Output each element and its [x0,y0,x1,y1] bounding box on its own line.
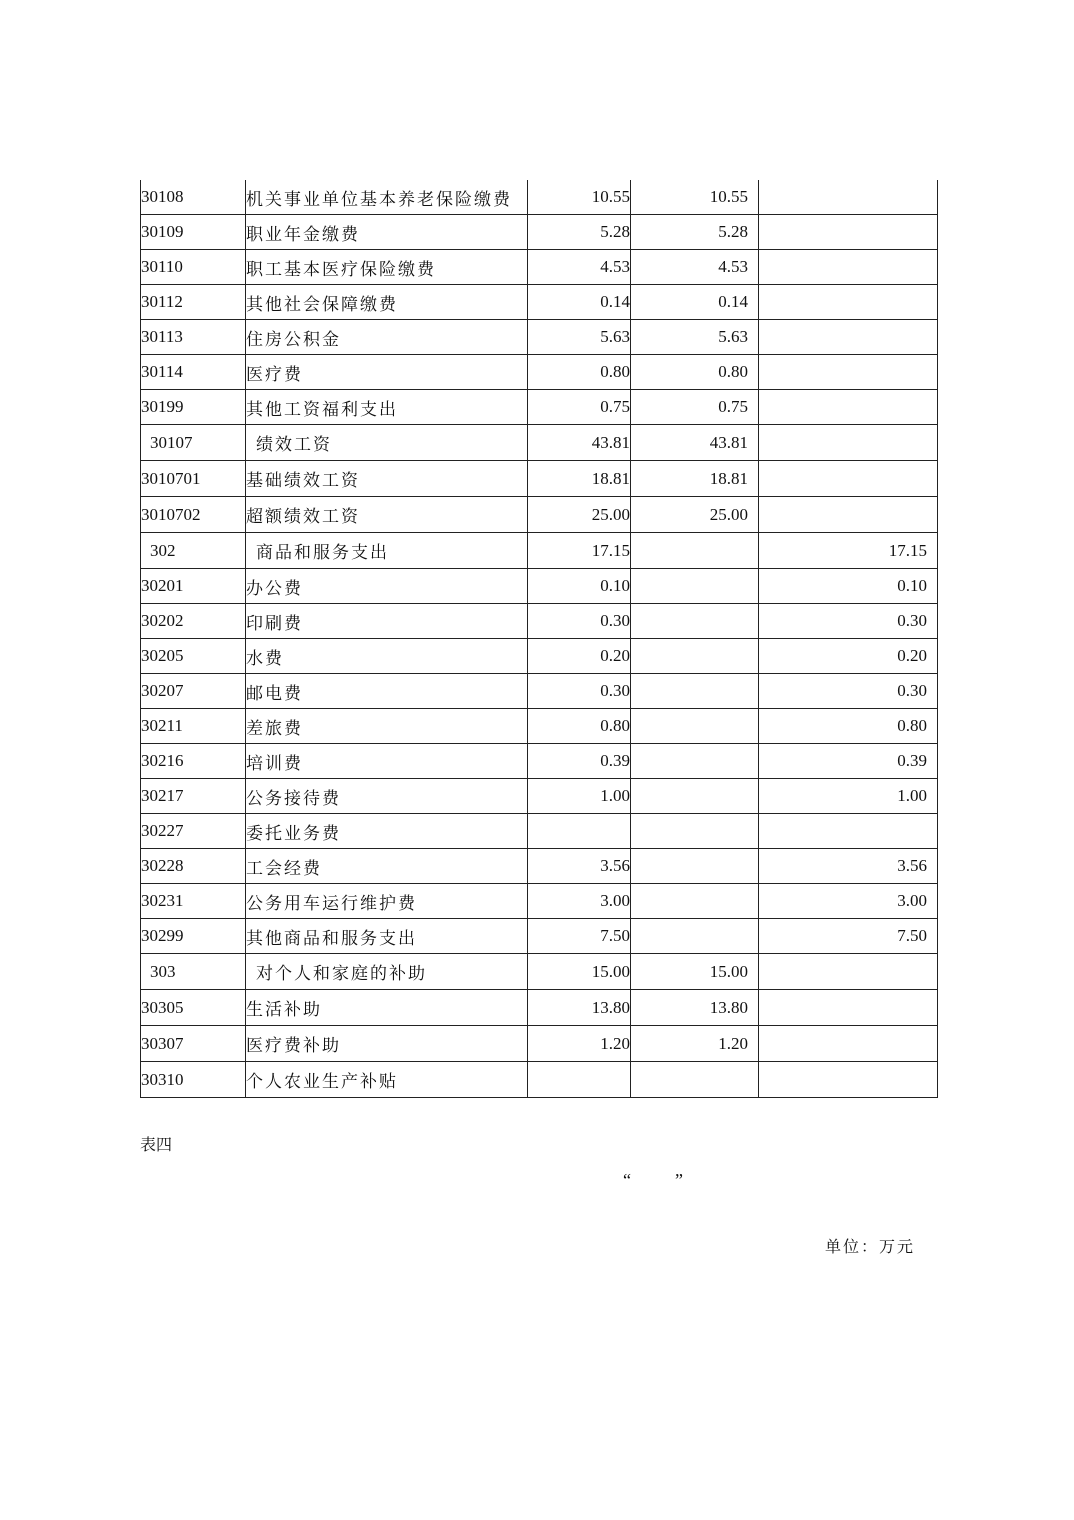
row-project-expenditure-cell [759,425,938,461]
row-name-cell: 公务用车运行维护费 [246,884,528,919]
row-project-expenditure-cell [759,954,938,990]
table-row [141,814,938,849]
row-basic-expenditure-cell: 5.28 [631,215,759,250]
row-name-cell: 住房公积金 [246,320,528,355]
row-code-cell: 30310 [141,1062,246,1098]
row-name-cell: 公务接待费 [246,779,528,814]
row-total-cell: 4.53 [528,250,631,285]
row-total-cell: 0.75 [528,390,631,425]
row-project-expenditure-cell: 0.30 [759,674,938,709]
row-project-expenditure-cell [759,990,938,1026]
row-basic-expenditure-cell: 1.20 [631,1026,759,1062]
row-name-cell: 差旅费 [246,709,528,744]
close-quote: ” [675,1170,683,1190]
row-name-cell: 培训费 [246,744,528,779]
row-basic-expenditure-cell [631,779,759,814]
table-row [141,744,938,779]
row-name-cell: 其他社会保障缴费 [246,285,528,320]
row-basic-expenditure-cell [631,709,759,744]
row-project-expenditure-cell: 7.50 [759,919,938,954]
row-name-cell: 委托业务费 [246,814,528,849]
row-code-cell: 30231 [141,884,246,919]
row-name-cell: 职业年金缴费 [246,215,528,250]
table-row [141,849,938,884]
row-project-expenditure-cell: 1.00 [759,779,938,814]
row-project-expenditure-cell [759,215,938,250]
row-code-cell: 30108 [141,180,246,215]
row-code-cell: 30109 [141,215,246,250]
row-code-cell: 30305 [141,990,246,1026]
table-row [141,215,938,250]
table-row [141,355,938,390]
row-total-cell: 0.80 [528,709,631,744]
open-quote: “ [623,1170,631,1190]
row-project-expenditure-cell [759,461,938,497]
row-basic-expenditure-cell [631,919,759,954]
row-basic-expenditure-cell: 0.80 [631,355,759,390]
table-row [141,390,938,425]
row-basic-expenditure-cell [631,604,759,639]
unit-label: 单位：万元 [825,1237,916,1256]
row-name-cell: 商品和服务支出 [246,533,528,569]
row-basic-expenditure-cell: 13.80 [631,990,759,1026]
row-code-cell: 30216 [141,744,246,779]
row-basic-expenditure-cell: 15.00 [631,954,759,990]
row-total-cell: 0.30 [528,604,631,639]
row-name-cell: 对个人和家庭的补助 [246,954,528,990]
row-code-cell: 30217 [141,779,246,814]
row-project-expenditure-cell [759,1062,938,1098]
table-row [141,1062,938,1098]
row-basic-expenditure-cell [631,1062,759,1098]
row-total-cell: 5.28 [528,215,631,250]
row-name-cell: 职工基本医疗保险缴费 [246,250,528,285]
row-name-cell: 其他工资福利支出 [246,390,528,425]
row-code-cell: 30205 [141,639,246,674]
row-name-cell: 超额绩效工资 [246,497,528,533]
row-code-cell: 30107 [141,425,246,461]
table-row [141,990,938,1026]
table-title-quotes [623,1170,683,1191]
row-total-cell [528,814,631,849]
table-row [141,709,938,744]
row-basic-expenditure-cell [631,569,759,604]
row-name-cell: 基础绩效工资 [246,461,528,497]
row-code-cell: 30299 [141,919,246,954]
row-total-cell: 0.20 [528,639,631,674]
table-row [141,285,938,320]
row-project-expenditure-cell [759,180,938,215]
row-name-cell: 工会经费 [246,849,528,884]
row-name-cell: 机关事业单位基本养老保险缴费 [246,180,528,215]
row-name-cell: 绩效工资 [246,425,528,461]
row-project-expenditure-cell: 17.15 [759,533,938,569]
row-code-cell: 30227 [141,814,246,849]
row-total-cell: 3.00 [528,884,631,919]
table-row [141,919,938,954]
row-total-cell: 18.81 [528,461,631,497]
row-code-cell: 3010702 [141,497,246,533]
row-total-cell: 43.81 [528,425,631,461]
row-basic-expenditure-cell: 4.53 [631,250,759,285]
row-basic-expenditure-cell: 0.75 [631,390,759,425]
row-project-expenditure-cell: 0.39 [759,744,938,779]
row-basic-expenditure-cell [631,884,759,919]
table-number-label: 表四 [140,1135,173,1154]
row-project-expenditure-cell [759,814,938,849]
row-basic-expenditure-cell [631,639,759,674]
row-project-expenditure-cell: 3.56 [759,849,938,884]
row-code-cell: 3010701 [141,461,246,497]
row-project-expenditure-cell: 0.30 [759,604,938,639]
row-total-cell: 0.39 [528,744,631,779]
row-basic-expenditure-cell [631,814,759,849]
table-row [141,569,938,604]
table-row [141,674,938,709]
row-project-expenditure-cell [759,497,938,533]
table-row [141,497,938,533]
table-row [141,320,938,355]
row-basic-expenditure-cell: 0.14 [631,285,759,320]
table-row [141,250,938,285]
row-code-cell: 30110 [141,250,246,285]
row-basic-expenditure-cell: 10.55 [631,180,759,215]
row-code-cell: 302 [141,533,246,569]
row-total-cell: 0.30 [528,674,631,709]
expenditure-table [140,180,938,1098]
row-total-cell: 15.00 [528,954,631,990]
row-total-cell: 25.00 [528,497,631,533]
row-code-cell: 30199 [141,390,246,425]
row-total-cell: 3.56 [528,849,631,884]
row-project-expenditure-cell [759,355,938,390]
row-code-cell: 30207 [141,674,246,709]
row-basic-expenditure-cell [631,849,759,884]
row-total-cell: 0.10 [528,569,631,604]
row-code-cell: 303 [141,954,246,990]
row-total-cell: 0.14 [528,285,631,320]
table-row [141,180,938,215]
row-basic-expenditure-cell [631,744,759,779]
row-basic-expenditure-cell: 18.81 [631,461,759,497]
row-total-cell [528,1062,631,1098]
row-basic-expenditure-cell: 5.63 [631,320,759,355]
row-project-expenditure-cell [759,250,938,285]
row-code-cell: 30202 [141,604,246,639]
row-basic-expenditure-cell: 25.00 [631,497,759,533]
row-total-cell: 13.80 [528,990,631,1026]
row-project-expenditure-cell: 0.20 [759,639,938,674]
table-row [141,954,938,990]
row-basic-expenditure-cell [631,674,759,709]
table-row [141,884,938,919]
row-name-cell: 办公费 [246,569,528,604]
row-code-cell: 30228 [141,849,246,884]
row-basic-expenditure-cell: 43.81 [631,425,759,461]
row-name-cell: 个人农业生产补贴 [246,1062,528,1098]
row-total-cell: 5.63 [528,320,631,355]
table-row [141,425,938,461]
row-code-cell: 30201 [141,569,246,604]
row-name-cell: 其他商品和服务支出 [246,919,528,954]
row-name-cell: 医疗费 [246,355,528,390]
row-name-cell: 医疗费补助 [246,1026,528,1062]
row-project-expenditure-cell: 0.80 [759,709,938,744]
table-row [141,779,938,814]
row-project-expenditure-cell [759,285,938,320]
table-row [141,639,938,674]
row-total-cell: 1.20 [528,1026,631,1062]
row-code-cell: 30307 [141,1026,246,1062]
row-total-cell: 1.00 [528,779,631,814]
row-total-cell: 10.55 [528,180,631,215]
row-name-cell: 水费 [246,639,528,674]
row-code-cell: 30113 [141,320,246,355]
expenditure-table-body [141,180,938,1098]
row-project-expenditure-cell [759,390,938,425]
row-total-cell: 7.50 [528,919,631,954]
row-code-cell: 30114 [141,355,246,390]
table-row [141,533,938,569]
row-basic-expenditure-cell [631,533,759,569]
row-total-cell: 17.15 [528,533,631,569]
table-row [141,461,938,497]
row-project-expenditure-cell [759,320,938,355]
row-project-expenditure-cell [759,1026,938,1062]
row-total-cell: 0.80 [528,355,631,390]
row-project-expenditure-cell: 0.10 [759,569,938,604]
row-code-cell: 30211 [141,709,246,744]
row-name-cell: 生活补助 [246,990,528,1026]
row-code-cell: 30112 [141,285,246,320]
table-row [141,604,938,639]
row-name-cell: 印刷费 [246,604,528,639]
row-project-expenditure-cell: 3.00 [759,884,938,919]
table-row [141,1026,938,1062]
row-name-cell: 邮电费 [246,674,528,709]
